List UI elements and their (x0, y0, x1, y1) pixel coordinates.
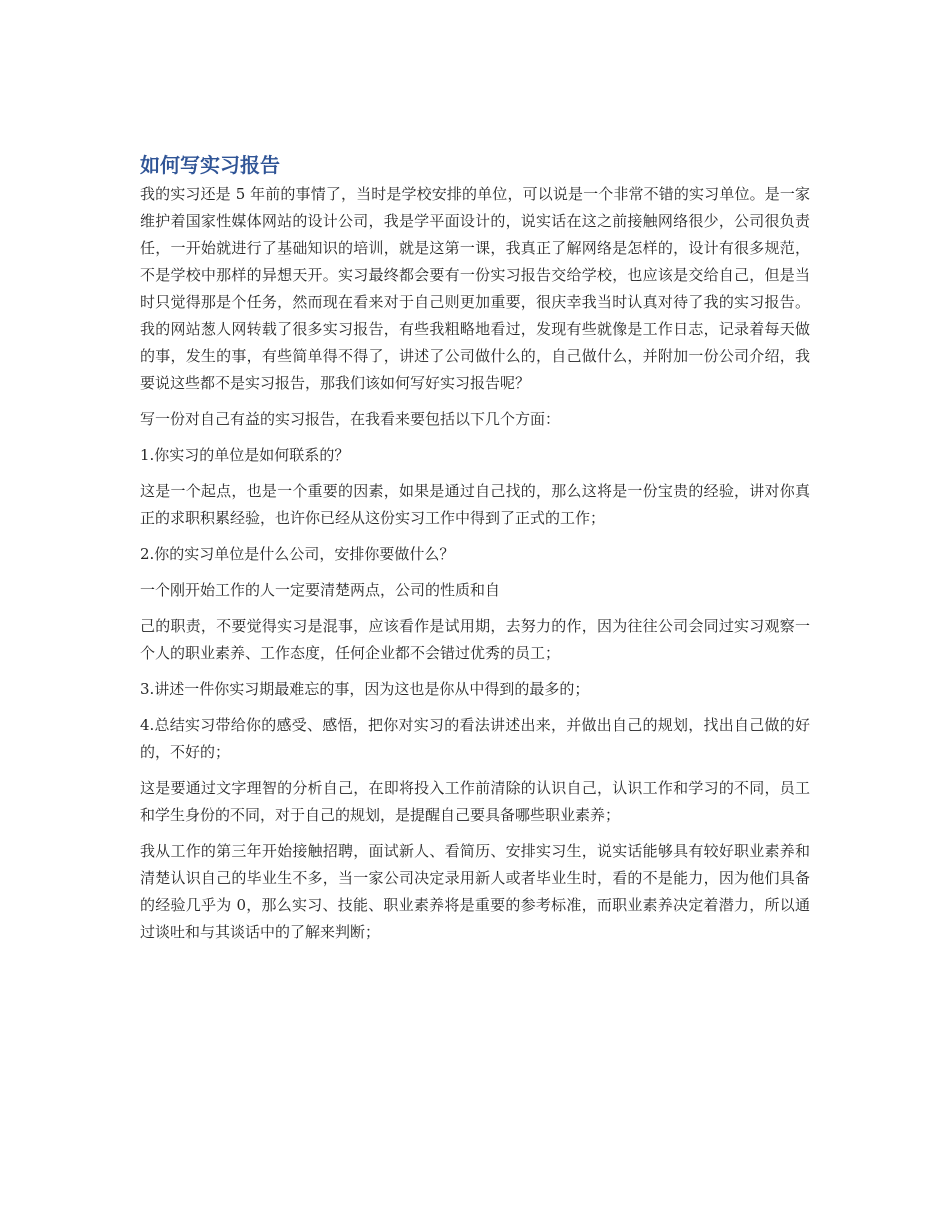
paragraph-self-analysis: 这是要通过文字理智的分析自己，在即将投入工作前清除的认识自己，认识工作和学习的不同，员工和学生身份的不同，对于自己的规划，是提醒自己要具备哪些职业素养； (140, 779, 810, 824)
paragraph-point-3: 3.讲述一件你实习期最难忘的事，因为这也是你从中得到的最多的； (140, 680, 590, 698)
paragraph-point-1-heading: 1.你实习的单位是如何联系的？ (140, 446, 350, 464)
document-title: 如何写实习报告 (140, 153, 280, 177)
paragraph-point-2-heading: 2.你的实习单位是什么公司，安排你要做什么？ (140, 545, 455, 563)
paragraph-recruiting: 我从工作的第三年开始接触招聘，面试新人、看简历、安排实习生，说实话能够具有较好职业素养和清楚认识自己的毕业生不多，当一家公司决定录用新人或者毕业生时，看的不是能力，因为他们具备的经验几乎为 0，那么实习、技能、职业素养将是重要的参考标准，而职业素养决定着潜力，所以通过谈吐和与其谈话中的了解来判断； (140, 842, 810, 941)
paragraph-point-1-body: 这是一个起点，也是一个重要的因素，如果是通过自己找的，那么这将是一份宝贵的经验，讲对你真正的求职积累经验，也许你已经从这份实习工作中得到了正式的工作； (140, 482, 810, 527)
document-body (140, 150, 810, 955)
paragraph-aspects-lead: 写一份对自己有益的实习报告，在我看来要包括以下几个方面： (140, 410, 561, 428)
paragraph-point-4: 4.总结实习带给你的感受、感悟，把你对实习的看法讲述出来，并做出自己的规划，找出自己做的好的，不好的； (140, 716, 810, 761)
paragraph-point-2-body-a: 一个刚开始工作的人一定要清楚两点，公司的性质和自 (140, 581, 501, 599)
paragraph-intro: 我的实习还是 5 年前的事情了，当时是学校安排的单位，可以说是一个非常不错的实习单位。是一家维护着国家性媒体网站的设计公司，我是学平面设计的，说实话在这之前接触网络很少，公司很负责任，一开始就进行了基础知识的培训，就是这第一课，我真正了解网络是怎样的，设计有很多规范，不是学校中那样的异想天开。实习最终都会要有一份实习报告交给学校，也应该是交给自己，但是当时只觉得那是个任务，然而现在看来对于自己则更加重要，很庆幸我当时认真对待了我的实习报告。我的网站葱人网转载了很多实习报告，有些我粗略地看过，发现有些就像是工作日志，记录着每天做的事，发生的事，有些简单得不得了，讲述了公司做什么的，自己做什么，并附加一份公司介绍，我要说这些都不是实习报告，那我们该如何写好实习报告呢？ (140, 185, 810, 392)
paragraph-point-2-body-b: 己的职责，不要觉得实习是混事，应该看作是试用期，去努力的作，因为往往公司会同过实习观察一个人的职业素养、工作态度，任何企业都不会错过优秀的员工； (140, 617, 810, 662)
